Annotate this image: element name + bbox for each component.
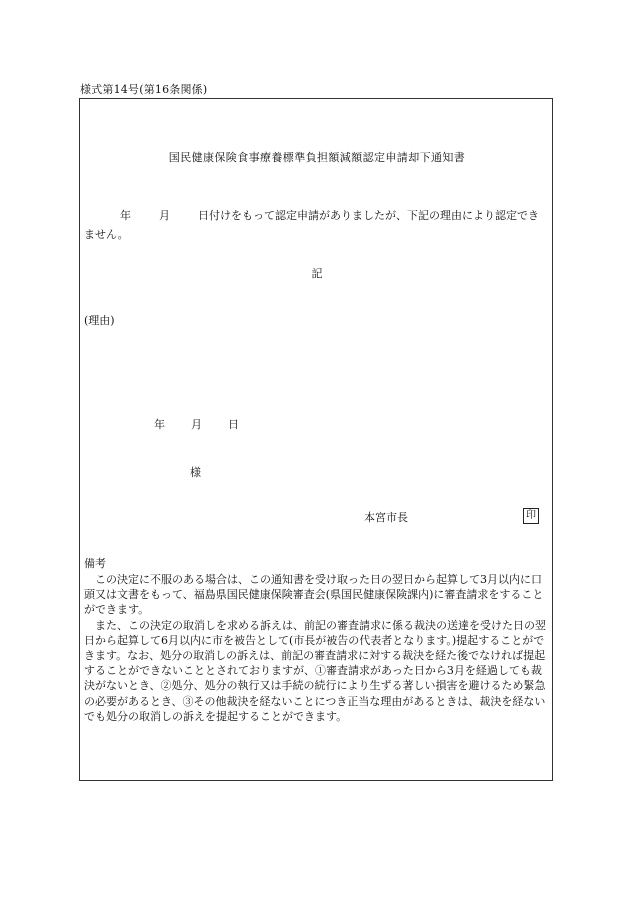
ki-heading: 記 — [311, 267, 323, 280]
notes-paragraph-1: この決定に不服のある場合は、この通知書を受け取った日の翌日から起算して3月以内に口頭又は文書をもって、福島県国民健康保険審査会(県国民健康保険課内)に審査請求をすることができます。 — [84, 573, 544, 617]
addressee-suffix: 様 — [190, 466, 201, 479]
intro-month-label: 月 — [159, 209, 170, 222]
notes-body — [84, 572, 548, 724]
seal-mark: 印 — [523, 508, 539, 524]
form-number: 様式第14号(第16条関係) — [80, 83, 208, 96]
intro-year-label: 年 — [120, 209, 131, 222]
reason-label: (理由) — [84, 314, 115, 327]
date-line — [154, 417, 239, 433]
document-title: 国民健康保険食事療養標準負担額減額認定申請却下通知書 — [168, 151, 466, 164]
issuer-name: 本宮市長 — [364, 511, 408, 524]
intro-text: 日付けをもって認定申請がありましたが、下記の理由により認定できません。 — [84, 209, 539, 241]
notice-frame — [79, 98, 553, 781]
intro-paragraph — [84, 206, 546, 244]
date-day-label: 日 — [228, 418, 239, 431]
date-year-label: 年 — [154, 418, 165, 431]
date-month-label: 月 — [191, 418, 202, 431]
notes-heading: 備考 — [84, 557, 106, 570]
notes-paragraph-2: また、この決定の取消しを求める訴えは、前記の審査請求に係る裁決の送達を受けた日の翌日から起算して6月以内に市を被告として(市長が被告の代表者となります。)提起することができます。なお、処分の取消しの訴えは、前記の審査請求に対する裁決を経た後でなければ提起することができないこととされておりますが、①審査請求があった日から3月を経過しても裁決がないとき、②処分、処分の執行又は手続の続行により生ずる著しい損害を避けるため緊急の必要があるとき、③その他裁決を経ないことにつき正当な理由があるときは、裁決を経ないでも処分の取消しの訴えを提起することができます。 — [84, 618, 546, 723]
